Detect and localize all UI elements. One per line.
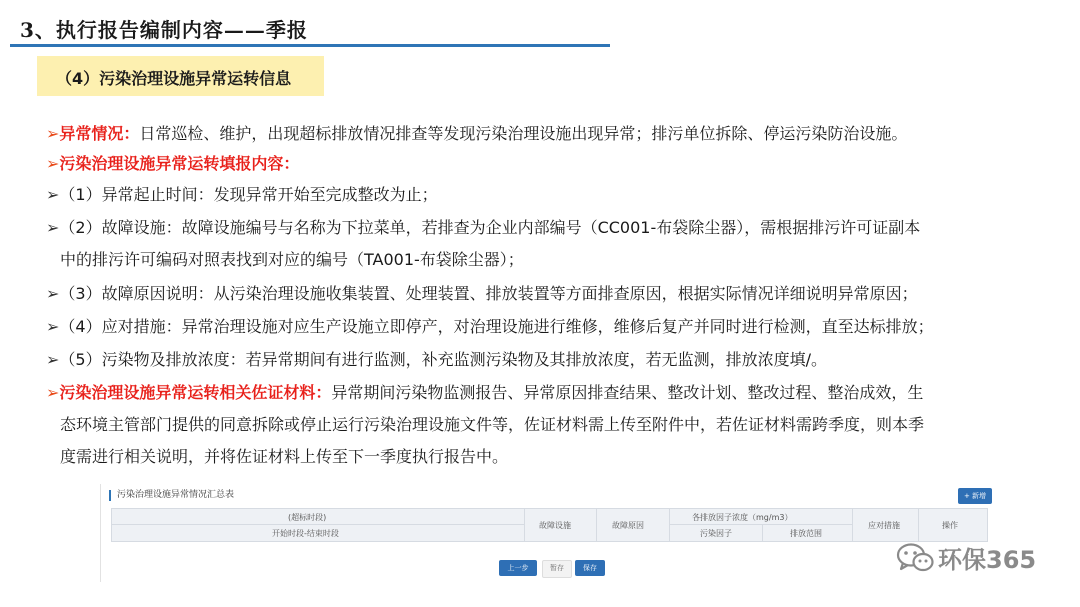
bullet-text: 度需进行相关说明，并将佐证材料上传至下一季度执行报告中。 — [60, 447, 509, 466]
page-title: 3、执行报告编制内容——季报 — [20, 18, 308, 42]
bullet-arrow-icon: ➢ — [46, 124, 60, 143]
watermark-text: 环保365 — [938, 546, 1037, 574]
wechat-icon — [896, 542, 934, 578]
header-divider — [669, 524, 852, 525]
bullet-item-1 — [46, 185, 438, 205]
header-range: 排放范围 — [790, 529, 822, 538]
bullet-label: 污染治理设施异常运转相关佐证材料： — [59, 383, 332, 402]
bullet-evidence-cont-1 — [60, 415, 924, 435]
bullet-text: 异常期间污染物监测报告、异常原因排查结果、整改计划、整改过程、整治成效，生 — [331, 383, 924, 402]
bullet-text: （3）故障原因说明：从污染治理设施收集装置、处理装置、排放装置等方面排查原因，根据实际情况详细说明异常原因； — [59, 284, 918, 303]
bullet-arrow-icon: ➢ — [46, 284, 60, 303]
form-title: 污染治理设施异常情况汇总表 — [109, 490, 234, 501]
bullet-label: 异常情况： — [59, 124, 140, 143]
table-header — [111, 508, 988, 542]
header-faulty-facility: 故障设施 — [539, 521, 571, 530]
bullet-fill-content — [46, 154, 299, 174]
header-fault-reason: 故障原因 — [612, 521, 644, 530]
bullet-text: 日常巡检、维护，出现超标排放情况排查等发现污染治理设施出现异常；排污单位拆除、停运污染防治设施。 — [139, 124, 908, 143]
bullet-evidence — [46, 383, 923, 403]
header-period-sub: 开始时段-结束时段 — [272, 529, 339, 538]
bullet-abnormal-situation — [46, 124, 907, 144]
save-button[interactable]: 保存 — [575, 560, 605, 576]
bullet-arrow-icon: ➢ — [46, 383, 60, 402]
bullet-text: （2）故障设施：故障设施编号与名称为下拉菜单，若排查为企业内部编号（CC001-布袋除尘器），需根据排污许可证副本 — [59, 218, 921, 237]
column-divider — [524, 509, 525, 541]
prev-step-button[interactable]: 上一步 — [499, 560, 537, 576]
bullet-text: （4）应对措施：异常治理设施对应生产设施立即停产，对治理设施进行维修，维修后复产并同时进行检测，直至达标排放； — [59, 317, 934, 336]
bullet-text: （5）污染物及排放浓度：若异常期间有进行监测，补充监测污染物及其排放浓度，若无监测，排放浓度填/。 — [59, 350, 827, 369]
bullet-item-4 — [46, 317, 934, 337]
header-period: (超标时段) — [288, 513, 327, 522]
bullet-item-2 — [46, 218, 920, 238]
bullet-evidence-cont-2 — [60, 447, 508, 467]
save-draft-button[interactable]: 暂存 — [542, 560, 572, 578]
header-divider — [112, 524, 524, 525]
bullet-label: 污染治理设施异常运转填报内容： — [59, 154, 300, 173]
bullet-arrow-icon: ➢ — [46, 185, 60, 204]
bullet-text: 中的排污许可编码对照表找到对应的编号（TA001-布袋除尘器）； — [60, 250, 524, 269]
header-pollutant: 污染因子 — [700, 529, 732, 538]
column-divider — [918, 509, 919, 541]
column-divider — [669, 509, 670, 541]
header-measures: 应对措施 — [868, 521, 900, 530]
bullet-item-5 — [46, 350, 827, 370]
bullet-text: （1）异常起止时间：发现异常开始至完成整改为止； — [59, 185, 438, 204]
bullet-arrow-icon: ➢ — [46, 218, 60, 237]
bullet-item-2-cont — [60, 250, 524, 270]
column-divider — [762, 525, 763, 541]
header-divider — [10, 44, 610, 47]
section-title: （4）污染治理设施异常运转信息 — [56, 69, 292, 88]
column-divider — [852, 509, 853, 541]
bullet-arrow-icon: ➢ — [46, 317, 60, 336]
header-operation: 操作 — [942, 521, 958, 530]
bullet-item-3 — [46, 284, 918, 304]
bullet-arrow-icon: ➢ — [46, 154, 60, 173]
add-button[interactable]: + 新增 — [958, 488, 992, 504]
bullet-text: 态环境主管部门提供的同意拆除或停止运行污染治理设施文件等，佐证材料需上传至附件中，若佐证材料需跨季度，则本季 — [60, 415, 925, 434]
header-concentration: 各排放因子浓度（mg/m3） — [692, 513, 793, 522]
bullet-arrow-icon: ➢ — [46, 350, 60, 369]
column-divider — [596, 509, 597, 541]
